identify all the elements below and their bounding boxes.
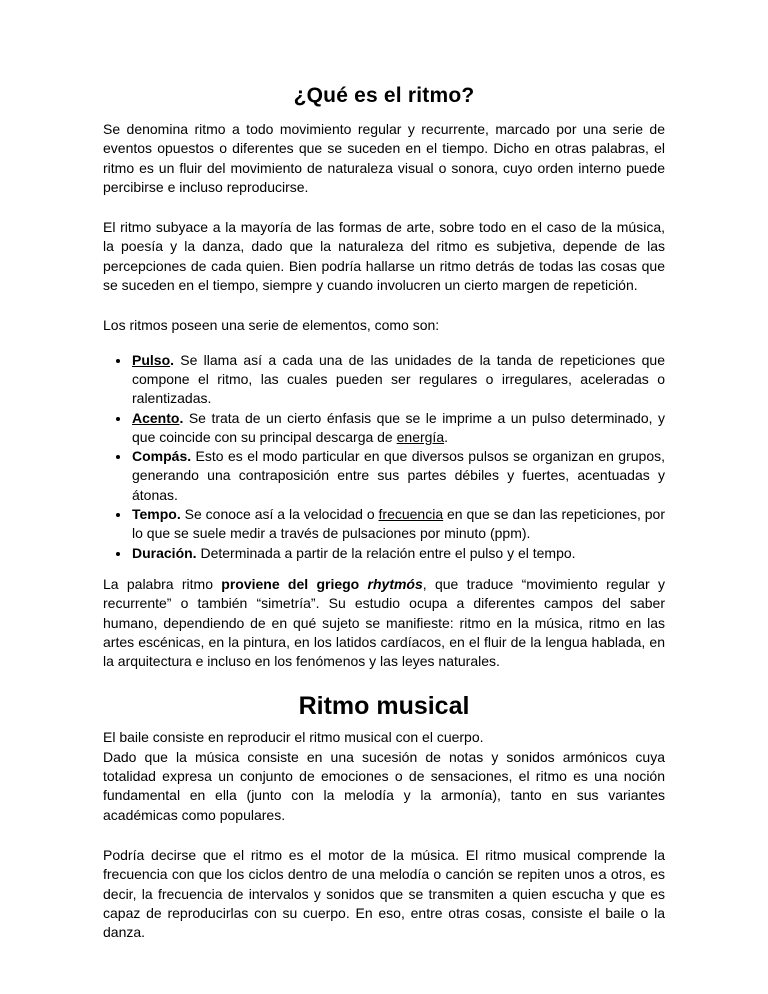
- list-item-acento: • Acento. Se trata de un cierto énfasis que se le imprime a un pulso determinado, y que coincide con su principal descarga de energía.: [131, 409, 665, 448]
- etymology-paragraph: La palabra ritmo proviene del griego rhytmós, que traduce “movimiento regular y recurrente” o también “simetría”. Su estudio ocupa a diferentes campos del saber humano, dependiendo de en qué sujeto se manifieste: ritmo en la música, ritmo en las artes escénicas, en la pintura, en los latidos cardíacos, en el fluir de la lengua hablada, en la arquitectura e incluso en los fenómenos y las leyes naturales.: [103, 575, 666, 670]
- motor-paragraph: Podría decirse que el ritmo es el motor de la música. El ritmo musical comprende la frecuencia con que los ciclos dentro de una melodía o canción se repiten unos a otros, es decir, la frecuencia de intervalos y sonidos que se transmiten a quien escucha y que es capaz de reproducirlas con su cuerpo. En eso, entre otras cosas, consiste el baile o la danza.: [103, 846, 665, 941]
- list-item-pulso: • Pulso. Se llama así a cada una de las unidades de la tanda de repeticiones que compone el ritmo, las cuales pueden ser regulares o irregulares, aceleradas o ralentizadas.: [131, 351, 665, 409]
- dance-paragraph: El baile consiste en reproducir el ritmo musical con el cuerpo.: [103, 729, 484, 746]
- elements-intro: Los ritmos poseen una serie de elementos, como son:: [103, 317, 440, 334]
- section-heading-ritmo-musical: Ritmo musical: [298, 692, 470, 721]
- elements-list: [103, 351, 665, 563]
- intro-paragraph-2: El ritmo subyace a la mayoría de las formas de arte, sobre todo en el caso de la música, la poesía y la danza, dado que la naturaleza del ritmo es subjetiva, depende de las percepciones de cada quien. Bien podría hallarse un ritmo detrás de todas las cosas que se suceden en el tiempo, siempre y cuando involucren un cierto margen de repetición.: [103, 219, 665, 294]
- intro-paragraph-1: Se denomina ritmo a todo movimiento regular y recurrente, marcado por una serie de eventos opuestos o diferentes que se suceden en el tiempo. Dicho en otras palabras, el ritmo es un fluir del movimiento de naturaleza visual o sonora, cuyo orden interno puede percibirse e incluso reproducirse.: [103, 121, 665, 195]
- list-item-compas: • Compás. Esto es el modo particular en que diversos pulsos se organizan en grupos, generando una contraposición entre sus partes débiles y fuertes, acentuadas y átonas.: [131, 447, 665, 505]
- list-item-duracion: • Duración. Determinada a partir de la relación entre el pulso y el tempo.: [131, 544, 665, 563]
- music-paragraph: Dado que la música consiste en una sucesión de notas y sonidos armónicos cuya totalidad expresa un conjunto de emociones o de sensaciones, el ritmo es una noción fundamental en ella (junto con la melodía y la armonía), tanto en sus variantes académicas como populares.: [103, 748, 665, 823]
- page-title: ¿Qué es el ritmo?: [293, 84, 475, 107]
- list-item-tempo: • Tempo. Se conoce así a la velocidad o frecuencia en que se dan las repeticiones, por lo que se suele medir a través de pulsaciones por minuto (ppm).: [131, 505, 665, 544]
